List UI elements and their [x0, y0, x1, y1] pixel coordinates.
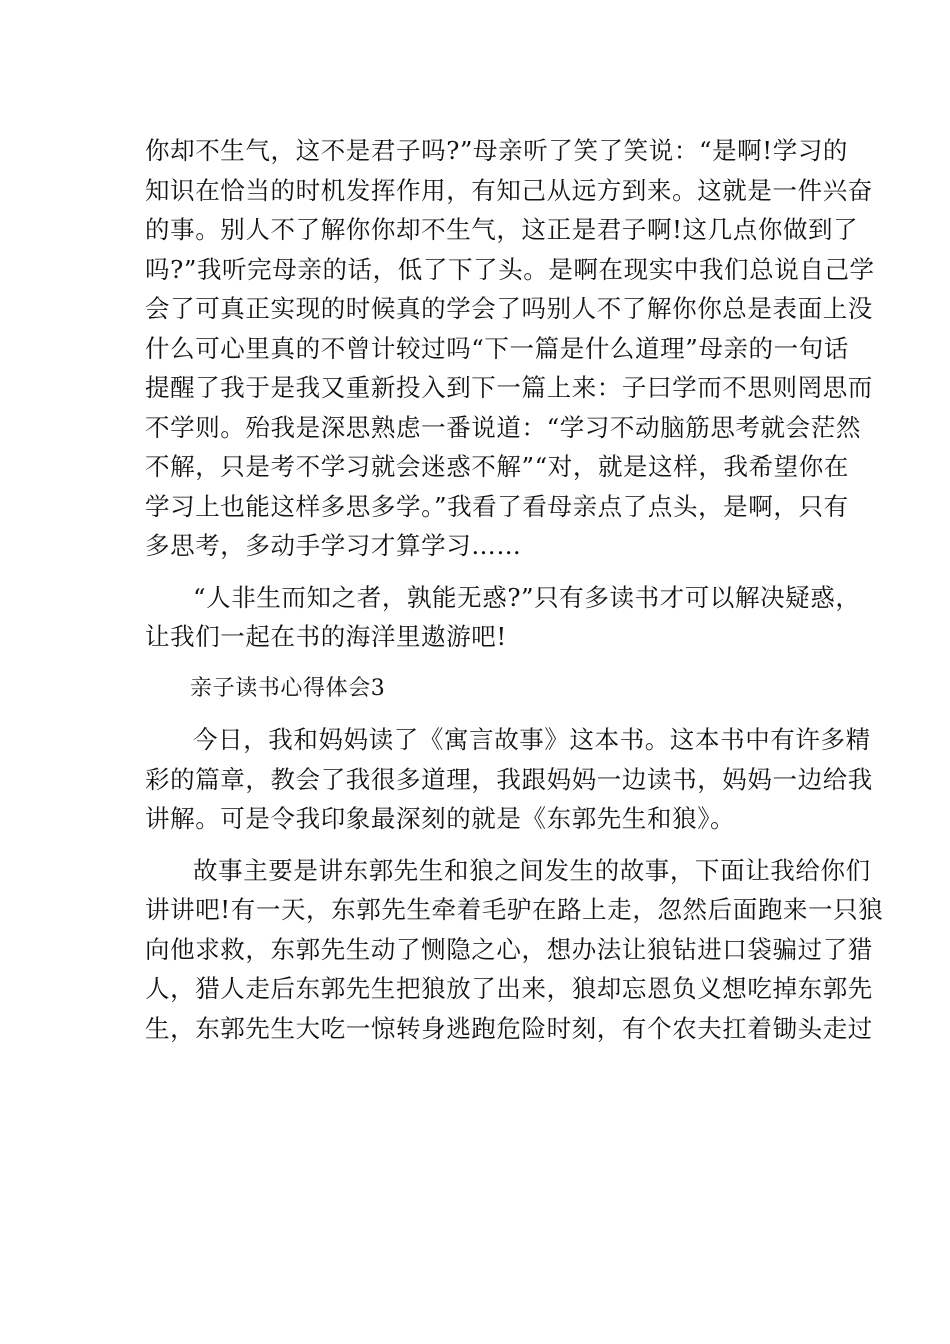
- paragraph: [145, 131, 875, 566]
- paragraph: [145, 851, 884, 1049]
- text-line: 向他求救，东郭先生动了恻隐之心，想办法让狼钻进口袋骗过了猎: [145, 934, 873, 964]
- section-heading: 亲子读书心得体会3: [190, 675, 386, 701]
- text-line: 讲解。可是令我印象最深刻的就是《东郭先生和狼》。: [145, 804, 736, 833]
- text-line: 的事。别人不了解你你却不生气，这正是君子啊!这几点你做到了: [145, 215, 859, 244]
- text-line: 讲讲吧!有一天，东郭先生牵着毛驴在路上走，忽然后面跑来一只狼: [145, 895, 884, 924]
- paragraph: [145, 720, 873, 839]
- text-line: 人，猎人走后东郭先生把狼放了出来，狼却忘恩负义想吃掉东郭先: [145, 974, 873, 1003]
- text-line: 今日，我和妈妈读了《寓言故事》这本书。这本书中有许多精: [193, 725, 871, 754]
- text-line: 什么可心里真的不曾计较过吗“下一篇是什么道理”母亲的一句话: [145, 333, 849, 363]
- paragraph-spacer: [145, 708, 810, 720]
- text-line: 学习上也能这样多思多学。”我看了看母亲点了点头，是啊，只有: [145, 491, 849, 521]
- text-line: 知识在恰当的时机发挥作用，有知己从远方到来。这就是一件兴奋: [145, 175, 873, 205]
- text-line: 彩的篇章，教会了我很多道理，我跟妈妈一边读书，妈妈一边给我: [145, 764, 873, 794]
- text-line: “人非生而知之者，孰能无惑?”只有多读书才可以解决疑惑，: [193, 582, 861, 612]
- paragraph: [145, 578, 861, 657]
- paragraph-spacer: [145, 839, 810, 851]
- text-line: 提醒了我于是我又重新投入到下一篇上来：子曰学而不思则罔思而: [145, 373, 873, 402]
- text-line: 故事主要是讲东郭先生和狼之间发生的故事，下面让我给你们: [193, 855, 871, 885]
- text-line: 生，东郭先生大吃一惊转身逃跑危险时刻，有个农夫扛着锄头走过: [145, 1013, 873, 1043]
- text-line: 会了可真正实现的时候真的学会了吗别人不了解你你总是表面上没: [145, 294, 873, 323]
- paragraph-spacer: [145, 566, 810, 578]
- text-line: 吗?”我听完母亲的话，低了下了头。是啊在现实中我们总说自己学: [145, 254, 875, 284]
- text-line: 不解，只是考不学习就会迷惑不解”“对，就是这样，我希望你在: [145, 452, 849, 481]
- document-body: [145, 131, 884, 1048]
- paragraph-spacer: [145, 657, 810, 669]
- text-line: 让我们一起在书的海洋里遨游吧!: [145, 622, 507, 651]
- text-line: 你却不生气，这不是君子吗?”母亲听了笑了笑说：“是啊!学习的: [145, 136, 849, 165]
- text-line: 多思考，多动手学习才算学习……: [145, 531, 522, 560]
- text-line: 不学则。殆我是深思熟虑一番说道：“学习不动脑筋思考就会茫然: [145, 412, 861, 442]
